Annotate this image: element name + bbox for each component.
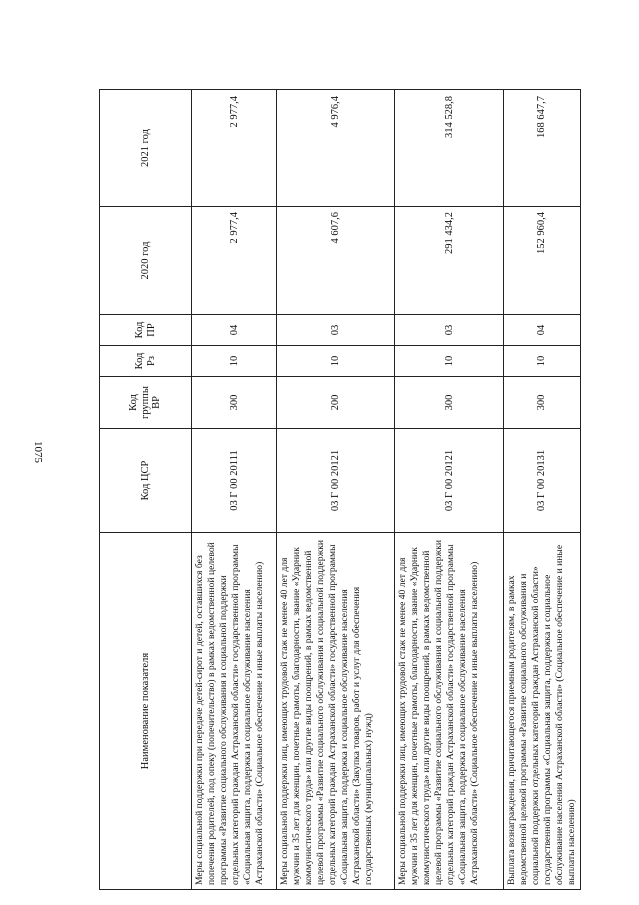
page-number: 1075 xyxy=(32,441,44,463)
pr-code: 04 xyxy=(504,315,581,346)
indicator-name: Меры социальной поддержки лиц, имеющих трудовой стаж не менее 40 лет для мужчин и 35 лет для женщин, почетные грамоты, благодарности, звание «Ударник коммунистического труда» или другие виды поощрений, в рамках ведомственной целевой программы «Развитие социального обслуживания и социальной поддержки отдельных категорий граждан Астраханской области» государственной программы «Социальная защита, поддержка и социальное обслуживание населения Астраханской области» (Закупка товаров, работ и услуг для обеспечения государственных (муниципальных) нужд) xyxy=(277,533,395,890)
indicator-name: Меры социальной поддержки лиц, имеющих трудовой стаж не менее 40 лет для мужчин и 35 лет для женщин, почетные грамоты, благодарности, звание «Ударник коммунистического труда» или другие виды поощрений, в рамках ведомственной целевой программы «Развитие социального обслуживания и социальной поддержки отдельных категорий граждан Астраханской области» государственной программы «Социальная защита, поддержка и социальное обслуживание населения Астраханской области» (Социальное обеспечение и иные выплаты населению) xyxy=(395,533,504,890)
table-row xyxy=(395,90,504,890)
amount-2020: 2 977,4 xyxy=(192,207,277,315)
header-year-2020: 2020 год xyxy=(100,207,192,315)
amount-2020: 152 960,4 xyxy=(504,207,581,315)
amount-2021: 2 977,4 xyxy=(192,90,277,207)
vr-code: 300 xyxy=(504,377,581,429)
rz-code: 10 xyxy=(395,346,504,377)
csr-code: 03 Г 00 20121 xyxy=(395,429,504,533)
budget-table xyxy=(99,89,581,890)
header-csr-code: Код ЦСР xyxy=(100,429,192,533)
rz-code: 10 xyxy=(277,346,395,377)
amount-2020: 291 434,2 xyxy=(395,207,504,315)
pr-code: 03 xyxy=(277,315,395,346)
amount-2021: 168 647,7 xyxy=(504,90,581,207)
table-row xyxy=(192,90,277,890)
table-row xyxy=(277,90,395,890)
table-row xyxy=(504,90,581,890)
rz-code: 10 xyxy=(504,346,581,377)
indicator-name: Выплата вознаграждения, причитающегося приемным родителям, в рамках ведомственной целевой программы «Развитие социального обслуживания и социальной поддержки отдельных категорий граждан Астраханской области» государственной программы «Социальная защита, поддержка и социальное обслуживание населения Астраханской области» (Социальное обеспечение и иные выплаты населению) xyxy=(504,533,581,890)
amount-2021: 4 976,4 xyxy=(277,90,395,207)
header-rz-code: Код Рз xyxy=(100,346,192,377)
header-pr-code: Код ПР xyxy=(100,315,192,346)
amount-2020: 4 607,6 xyxy=(277,207,395,315)
csr-code: 03 Г 00 20131 xyxy=(504,429,581,533)
csr-code: 03 Г 00 20121 xyxy=(277,429,395,533)
vr-code: 300 xyxy=(395,377,504,429)
indicator-name: Меры социальной поддержки при передаче детей-сирот и детей, оставшихся без попечения родителей, под опеку (попечительство) в рамках ведомственной целевой программы «Развитие социального обслуживания и социальной поддержки отдельных категорий граждан Астраханской области» государственной программы «Социальная защита, поддержка и социальное обслуживание населения Астраханской области» (Социальное обеспечение и иные выплаты населению) xyxy=(192,533,277,890)
csr-code: 03 Г 00 20111 xyxy=(192,429,277,533)
header-year-2021: 2021 год xyxy=(100,90,192,207)
pr-code: 04 xyxy=(192,315,277,346)
header-name: Наименование показателя xyxy=(100,533,192,890)
table-header-row xyxy=(100,90,192,890)
vr-code: 200 xyxy=(277,377,395,429)
header-vr-code: Код группы ВР xyxy=(100,377,192,429)
amount-2021: 314 528,8 xyxy=(395,90,504,207)
rz-code: 10 xyxy=(192,346,277,377)
rotated-table-container xyxy=(99,90,577,890)
vr-code: 300 xyxy=(192,377,277,429)
pr-code: 03 xyxy=(395,315,504,346)
